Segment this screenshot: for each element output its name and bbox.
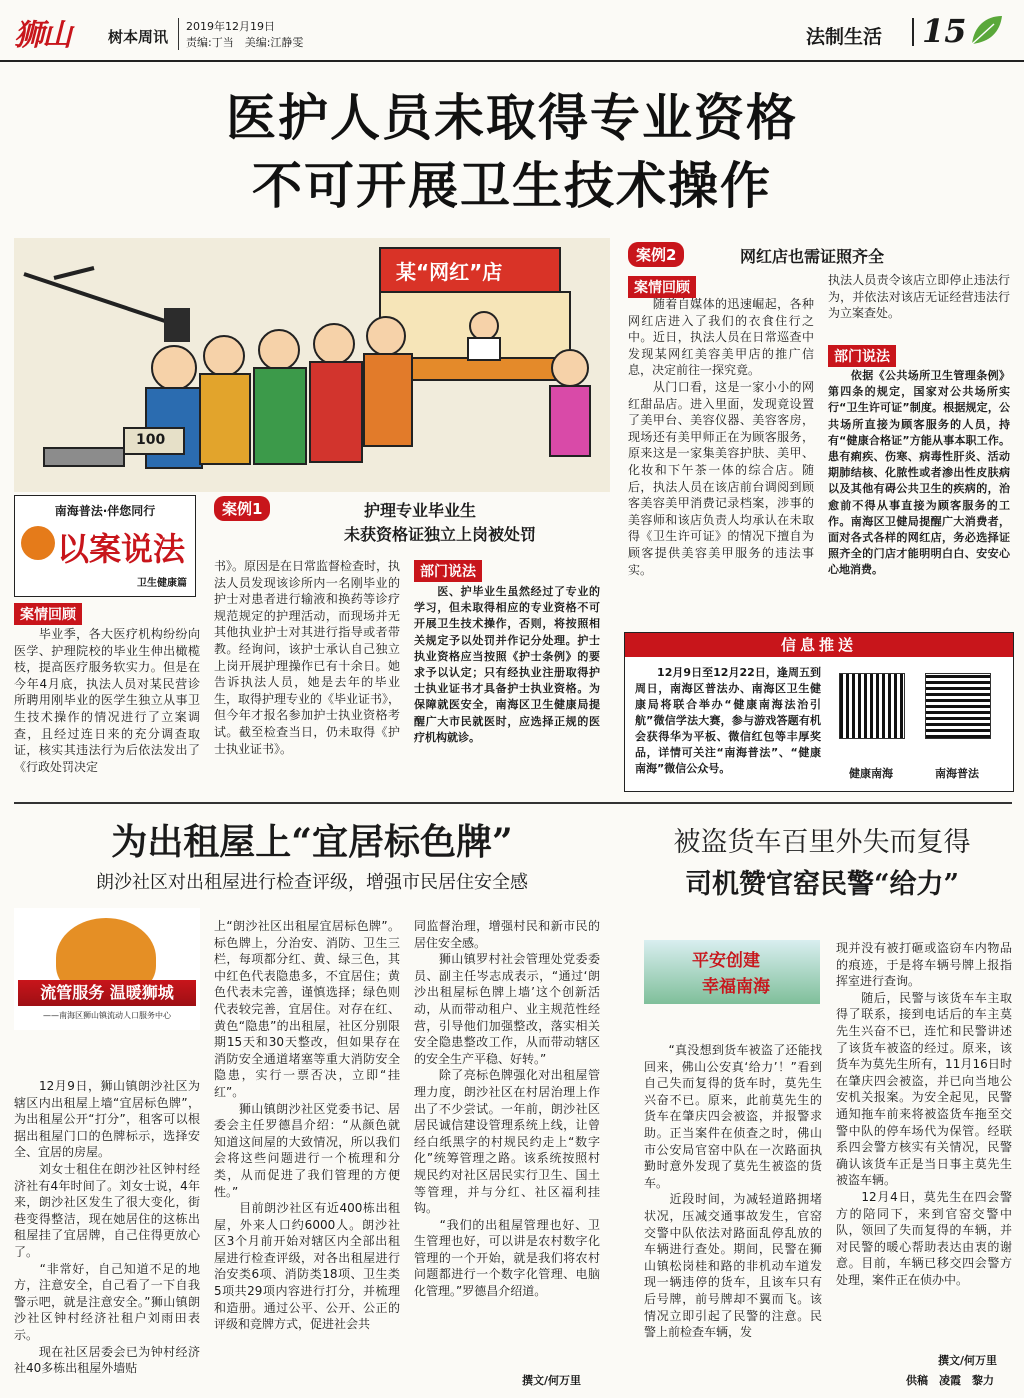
qr2-label: 南海普法 (935, 767, 979, 780)
info-push-text: 12月9日至12月22日，逢周五到周日，南海区普法办、南海区卫生健康局将联合举办“健康南海法治引航”微信学法大赛，参与游戏答题有机会获得华为平板、微信红包等丰厚奖品，详情可关注“南海普法”、“健康南海”微信公众号。 (635, 666, 821, 775)
masthead-rule (0, 60, 1024, 62)
safety-banner (644, 940, 820, 1004)
case1-title-line2: 未获资格证独立上岗被处罚 (343, 525, 536, 544)
section-name: 法制生活 (806, 26, 883, 48)
case2-review-tag: 案情回顾 (628, 276, 696, 298)
case1-dept-text: 医、护毕业生虽然经过了专业的学习，但未取得相应的专业资格不可开展卫生技术操作，否则，将按照相关规定予以处罚并作记分处理。护士执业资格应当按照《护士条例》的要求予以认定；只有经执业注册取得护士执业证书才具备护士执业资格。为保障就医安全，南海区卫生健康局提醒广大市民就医时，应选择正规的医疗机构就诊。 (414, 585, 600, 744)
article2-text-col2: 上“朗沙社区出租屋宜居标色牌”。标色牌上，分治安、消防、卫生三栏，每项都分红、黄、绿三色，其中红色代表隐患多，不宜居住；黄色代表未完善，谨慎选择；绿色则代表较完善，宜居住。对存在红、黄色“隐患”的出租屋，社区分别限期15天和30天整改，但如果存在消防安全通道堵塞等重大消防安全隐患，实行一票否决，立即“挂红”。 狮山镇朗沙社区党委书记、居委会主任罗德昌介绍：“从颜色就知道这间屋的大致情况，所以我们会将这些问题进行一个梳理和分类，从而促进了我们管理的方便性。” 目前朗沙社区有近400栋出租屋，外来人口约6000人。朗沙社区3个月前开始对辖区内全部出租屋进行检查评级，对各出租屋进行治安类6项、消防类18项、卫生类5项共29项内容进行打分，并梳理和造册。通过公平、公开、公正的评级和竞牌方式，促进社会共 (214, 919, 400, 1332)
article3-text-col1: “真没想到货车被盗了还能找回来，佛山公安真‘给力’！”看到自己失而复得的货车时，莫先生兴奋不已。原来，此前莫先生的货车在肇庆四会被盗，并报警求助。正当案件在侦查之时，佛山市公安局官窑中队在一次路面执勤时意外发现了莫先生被盗的货车。 近段时间，为减轻道路拥堵状况，压减交通事故发生，官窑交警中队依法对路面乱停乱放的车辆进行查处。期间，民警在狮山镇松岗桂和路的非机动车道发现一辆违停的货车，且该车只有后号牌，前号牌却不翼而飞。该情况立即引起了民警的注意。民警上前检查车辆，发 (644, 1043, 822, 1340)
column-box-top: 南海普法·伴您同行 (54, 504, 156, 518)
case2-dept-text: 依据《公共场所卫生管理条例》第四条的规定，国家对公共场所实行“卫生许可证”制度。根据规定，公共场所直接为顾客服务的人员，持有“健康合格证”方能从事本职工作。患有痢疾、伤寒、病毒性肝炎、活动期肺结核、化脓性或者渗出性皮肤病以及其他有碍公共卫生的疾病的，治愈前不得从事直接为顾客服务的工作。南海区卫健局提醒广大消费者，面对各式各样的网红店，务必选择证照齐全的门店才能明明白白、安安心心地消费。 (828, 369, 1010, 577)
masthead-divider (178, 18, 179, 50)
case1-text-col2: 书》。原因是在日常监督检查时，执法人员发现该诊所内一名刚毕业的护士对患者进行输液和换药等诊疗规范规定的护理活动，而现场并无其他执业护士对其进行指导或者带教。经询问，该护士承认自己独立上岗开展护理操作已有十余日。她告诉执法人员，她是去年的毕业生，取得护理专业的《毕业证书》，但今年才报名参加护士执业资格考试。截至检查当日，仍未取得《护士执业证书》。 (214, 559, 400, 756)
column-box-title: 以案说法 (57, 530, 186, 568)
masthead-publication: 树本周讯 (108, 28, 169, 46)
article3-byline2: 供稿 凌霞 黎力 (906, 1374, 994, 1387)
case2-tag: 案例2 (628, 242, 684, 267)
masthead-editors: 责编:丁当 美编:江静雯 (186, 36, 304, 49)
article3-headline2: 司机赞官窑民警“给力” (684, 869, 960, 900)
article3-byline1: 撰文/何万里 (938, 1354, 998, 1367)
section-divider (912, 18, 914, 46)
service-logo (14, 908, 200, 1030)
banner-text1: 平安创建 (692, 951, 760, 971)
case1-text-col1: 毕业季，各大医疗机构纷纷向医学、护理院校的毕业生伸出橄榄枝，提高医疗服务软实力。但是在今年4月底，执法人员对某民营诊所聘用刚毕业的医学生独立从事卫生技术操作的情况进行了立案调查，且经过连日来的充分调查取证，核实其违法行为后依法发出了《行政处罚决定 (14, 627, 200, 774)
article3-text-col2: 现并没有被打砸或盗窃车内物品的痕迹，于是将车辆号牌上报指挥室进行查询。 随后，民警与该货车车主取得了联系，接到电话后的车主莫先生兴奋不已，连忙和民警讲述了该货车被盗的经过。原来，该货车为莫先生所有，11月16日时在肇庆四会被盗，并已向当地公安机关报案。为安全起见，民警通知拖车前来将被盗货车拖至交警中队的停车场代为保管。经联系四会警方核实有关情况，民警确认该货车正是当日事主莫先生被盗车辆。 12月4日，莫先生在四会警方的陪同下，来到官窑交警中队，领回了失而复得的车辆，并对民警的暖心帮助表达由衷的谢意。目前，车辆已移交四会警方处理，案件正在侦办中。 (836, 941, 1012, 1287)
qr1-label: 健康南海 (849, 767, 893, 780)
cartoon-illustration (14, 238, 610, 492)
article2-byline: 撰文/何万里 (522, 1374, 582, 1387)
case2-dept-tag: 部门说法 (828, 345, 896, 367)
leaf-icon (968, 12, 1004, 48)
banner-text2: 幸福南海 (702, 977, 770, 997)
info-push-box (624, 632, 1014, 792)
qr-code-health (839, 673, 905, 739)
column-logo-box (14, 495, 196, 597)
column-box-sub: 卫生健康篇 (137, 578, 187, 589)
case1-title-line1: 护理专业毕业生 (363, 501, 476, 520)
case1-dept-tag: 部门说法 (414, 560, 482, 582)
case2-title: 网红店也需证照齐全 (740, 247, 885, 266)
article2-headline: 为出租屋上“宜居标色牌” (111, 821, 513, 863)
article2-text-col3: 同监督治理，增强村民和新市民的居住安全感。 狮山镇罗村社会管理处党委委员、副主任岑志成表示，“通过‘朗沙出租屋标色牌上墙’这个创新活动，从而带动租户、业主规范性经营，引导他们加强整改，落实相关安全隐患整改工作，从而带动辖区的安全生产平稳、好转。” 除了亮标色牌强化对出租屋管理力度，朗沙社区在村居治理上作出了不少尝试。一年前，朗沙社区居民诚信建设管理系统上线，让曾经白纸黑字的村规民约走上“数字化”统筹管理之路。该系统按照村规民约对社区居民实行卫生、国土等管理，并与分红、社区福利挂钩。 “我们的出租屋管理也好、卫生管理也好，可以讲是农村数字化管理的一个开始，就是我们将农村问题都进行一个数字化管理、电脑化管理。”罗德昌介绍道。 (414, 919, 600, 1299)
article3-headline1: 被盗货车百里外失而复得 (673, 827, 971, 858)
case2-text-col2: 执法人员责令该店立即停止违法行为，并依法对该店无证经营违法行为立案查处。 (828, 273, 1010, 321)
page-number: 15 (922, 12, 967, 50)
case2-text-col1: 随着自媒体的迅速崛起，各种网红店进入了我们的衣食住行之中。近日，执法人员在日常巡查中发现某网红美容美甲店的推广信息，决定前往一探究竟。 从门口看，这是一家小小的网红甜品店。进入里面，发现竟设置了美甲台、美容仪器、美容客房，现场还有美甲师正在为顾客服务，原来这是一家集美容护肤、美甲、化妆和下午茶一体的综合店。随后，执法人员在该店前台调阅到顾客美容美甲消费记录档案，涉事的美容师和该店负责人均承认在未取得《卫生许可证》的情况下擅自为顾客提供美容美甲服务的违法事实。 (628, 297, 814, 577)
masthead-logo: 狮山 (14, 18, 70, 53)
column-logo-icon (21, 526, 55, 560)
shop-sign-text: 某“网红”店 (396, 260, 503, 284)
section-rule (14, 802, 1012, 804)
case1-review-tag: 案情回顾 (14, 603, 82, 625)
main-headline-line2: 不可开展卫生技术操作 (252, 156, 772, 215)
masthead-date: 2019年12月19日 (186, 20, 275, 33)
money-note-text: 100 (136, 432, 166, 448)
article2-subhead: 朗沙社区对出租屋进行检查评级，增强市民居住安全感 (96, 872, 528, 893)
qr-code-law (925, 673, 991, 739)
cartoon-drawing (14, 238, 610, 492)
article2-text-col1: 12月9日，狮山镇朗沙社区为辖区内出租屋上墙“宜居标色牌”，为出租屋公开“打分”，租客可以根据出租屋门口的色牌标示，选择安全、宜居的房屋。 刘女士租住在朗沙社区钟村经济社有4年时间了。刘女士说，4年来，朗沙社区发生了很大变化，街巷变得整洁，现在她居住的这栋出租屋挂了宜居牌，自己住得更放心了。 “非常好，自己知道不足的地方，注意安全，自己看了一下自我警示吧，就是注意安全。”狮山镇朗沙社区钟村经济社租户刘雨田表示。 现在社区居委会已为钟村经济社40多栋出租屋外墙贴 (14, 1079, 200, 1376)
case1-tag: 案例1 (214, 496, 270, 521)
info-push-title: 信息推送 (625, 633, 1013, 657)
service-logo-sub: ——南海区狮山镇流动人口服务中心 (43, 1011, 171, 1020)
service-logo-text: 流管服务 温暖狮城 (18, 980, 196, 1006)
main-headline-line1: 医护人员未取得专业资格 (226, 88, 798, 147)
